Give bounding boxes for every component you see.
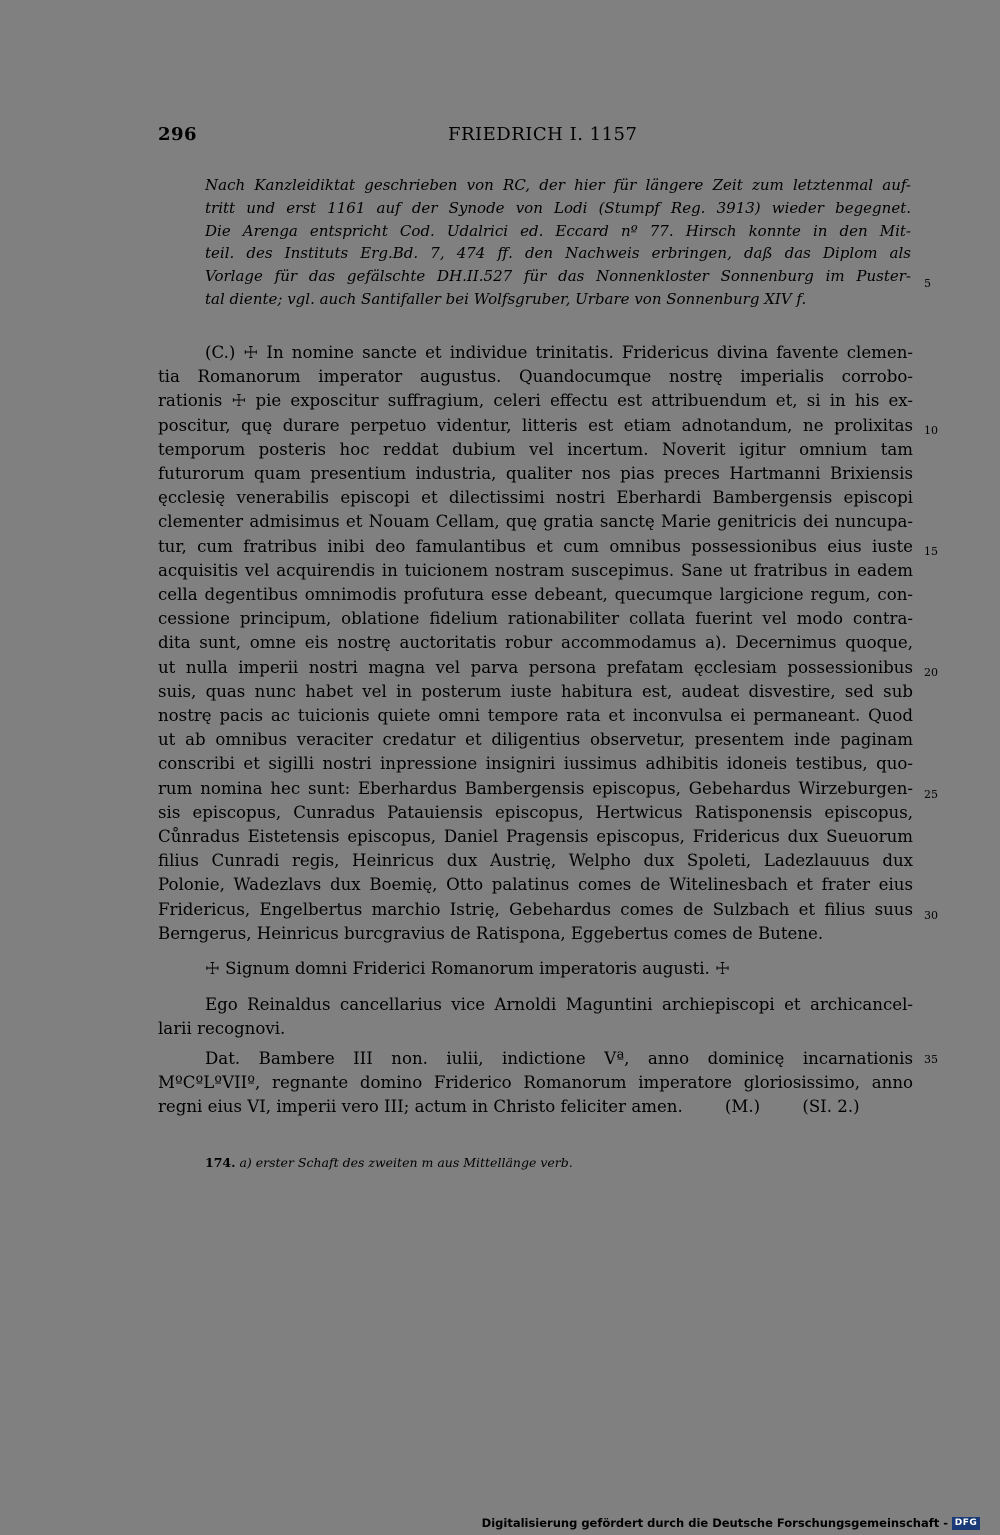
intro-note	[205, 174, 911, 311]
text-line: rum nomina hec sunt: Eberhardus Bambergensis episcopus, Gebehardus Wirzeburgen-	[158, 778, 913, 798]
running-title: FRIEDRICH I. 1157	[448, 124, 638, 145]
recognition-line: larii recognovi.	[158, 1019, 286, 1039]
text-line: sis episcopus, Cunradus Patauiensis episcopus, Hertwicus Ratisponensis episcopus,	[158, 802, 913, 822]
intro-line: tal diente; vgl. auch Santifaller bei Wolfsgruber, Urbare von Sonnenburg XIV f.	[205, 289, 807, 308]
dating-line: regni eius VI, imperii vero III; actum in Christo feliciter amen. (M.) (SI. 2.)	[158, 1097, 860, 1117]
text-line: filius Cunradi regis, Heinricus dux Austrię, Welpho dux Spoleti, Ladezlauuus dux	[158, 851, 913, 871]
footnote-text: a) erster Schaft des zweiten m aus Mittellänge verb.	[239, 1155, 573, 1170]
text-line: temporum posteris hoc reddat dubium vel incertum. Noverit igitur omnium tam	[158, 439, 913, 459]
line-number: 25	[924, 788, 938, 801]
dfg-logo: DFG	[952, 1517, 980, 1530]
line-number: 35	[924, 1053, 938, 1066]
line-number: 15	[924, 545, 938, 558]
recognition-block	[158, 993, 913, 1041]
text-line: rationis ☩ pie exposcitur suffragium, celeri effectu est attribuendum et, si in his ex-	[158, 391, 913, 411]
recognition-line: Ego Reinaldus cancellarius vice Arnoldi Maguntini archiepiscopi et archicancel-	[205, 995, 913, 1014]
footnote	[205, 1154, 805, 1172]
page-number: 296	[158, 124, 198, 145]
line-number: 5	[924, 277, 931, 290]
text-line: dita sunt, omne eis nostrę auctoritatis robur accommodamus a). Decernimus quoque,	[158, 633, 913, 653]
text-line: Fridericus, Engelbertus marchio Istrię, Gebehardus comes de Sulzbach et filius suus	[158, 899, 913, 919]
intro-line: Die Arenga entspricht Cod. Udalrici ed. Eccard nº 77. Hirsch konnte in den Mit-	[205, 221, 911, 240]
signum-line	[158, 957, 913, 981]
page-header	[158, 124, 926, 152]
text-line: suis, quas nunc habet vel in posterum iuste habitura est, audeat disvestire, sed sub	[158, 681, 913, 701]
dating-block	[158, 1047, 913, 1120]
text-line: ut nulla imperii nostri magna vel parva persona prefatam ęcclesiam possessionibus	[158, 657, 913, 677]
text-line: poscitur, quę durare perpetuo videntur, litteris est etiam adnotandum, ne prolixitas	[158, 415, 913, 435]
text-line: futurorum quam presentium industria, qualiter nos pias preces Hartmanni Brixiensis	[158, 464, 913, 484]
line-number: 20	[924, 666, 938, 679]
dfg-notice	[482, 1515, 980, 1531]
text-line: clementer admisimus et Nouam Cellam, quę gratia sanctę Marie genitricis dei nuncupa-	[158, 512, 913, 532]
intro-line: tritt und erst 1161 auf der Synode von Lodi (Stumpf Reg. 3913) wieder begegnet.	[205, 198, 911, 217]
text-line: Polonie, Wadezlavs dux Boemię, Otto palatinus comes de Witelinesbach et frater eius	[158, 875, 913, 895]
line-number: 10	[924, 424, 938, 437]
text-line: ęcclesię venerabilis episcopi et dilectissimi nostri Eberhardi Bambergensis episcopi	[158, 488, 913, 508]
line-number: 30	[924, 909, 938, 922]
text-line: tia Romanorum imperator augustus. Quandocumque nostrę imperialis corrobo-	[158, 367, 913, 387]
dating-line: MºCºLºVIIº, regnante domino Friderico Romanorum imperatore gloriosissimo, anno	[158, 1073, 913, 1093]
text-line: cella degentibus omnimodis profutura esse debeant, quecumque largicione regum, con-	[158, 585, 913, 605]
text-line: tur, cum fratribus inibi deo famulantibus et cum omnibus possessionibus eius iuste	[158, 536, 913, 556]
intro-line: teil. des Instituts Erg.Bd. 7, 474 ff. den Nachweis erbringen, daß das Diplom als	[205, 244, 911, 263]
dfg-notice-text: Digitalisierung gefördert durch die Deutsche Forschungsgemeinschaft -	[481, 1516, 948, 1530]
charter-text	[158, 341, 913, 946]
intro-line: Vorlage für das gefälschte DH.II.527 für das Nonnenkloster Sonnenburg im Puster-	[205, 267, 911, 286]
intro-line: Nach Kanzleidiktat geschrieben von RC, der hier für längere Zeit zum letztenmal auf-	[205, 176, 911, 194]
text-line: conscribi et sigilli nostri inpressione insigniri iussimus adhibitis idoneis testibus, quo-	[158, 754, 913, 774]
dating-line: Dat. Bambere III non. iulii, indictione Vª, anno dominicę incarnationis	[205, 1049, 913, 1068]
text-line: (C.) ☩ In nomine sancte et individue trinitatis. Fridericus divina favente clemen-	[205, 343, 913, 362]
text-line: ut ab omnibus veraciter credatur et diligentius observetur, presentem inde paginam	[158, 730, 913, 750]
text-line: Cůnradus Eistetensis episcopus, Daniel Pragensis episcopus, Fridericus dux Sueuorum	[158, 827, 913, 847]
footnote-number: 174.	[205, 1155, 236, 1170]
text-line: Berngerus, Heinricus burcgravius de Ratispona, Eggebertus comes de Butene.	[158, 923, 824, 943]
text-line: cessione principum, oblatione fidelium rationabiliter collata fuerint vel modo contra-	[158, 609, 913, 629]
text-line: nostrę pacis ac tuicionis quiete omni tempore rata et inconvulsa ei permaneant. Quod	[158, 706, 913, 726]
text-line: acquisitis vel acquirendis in tuicionem nostram suscepimus. Sane ut fratribus in eadem	[158, 560, 913, 580]
signum-text: ☩ Signum domni Friderici Romanorum imperatoris augusti. ☩	[205, 959, 730, 978]
